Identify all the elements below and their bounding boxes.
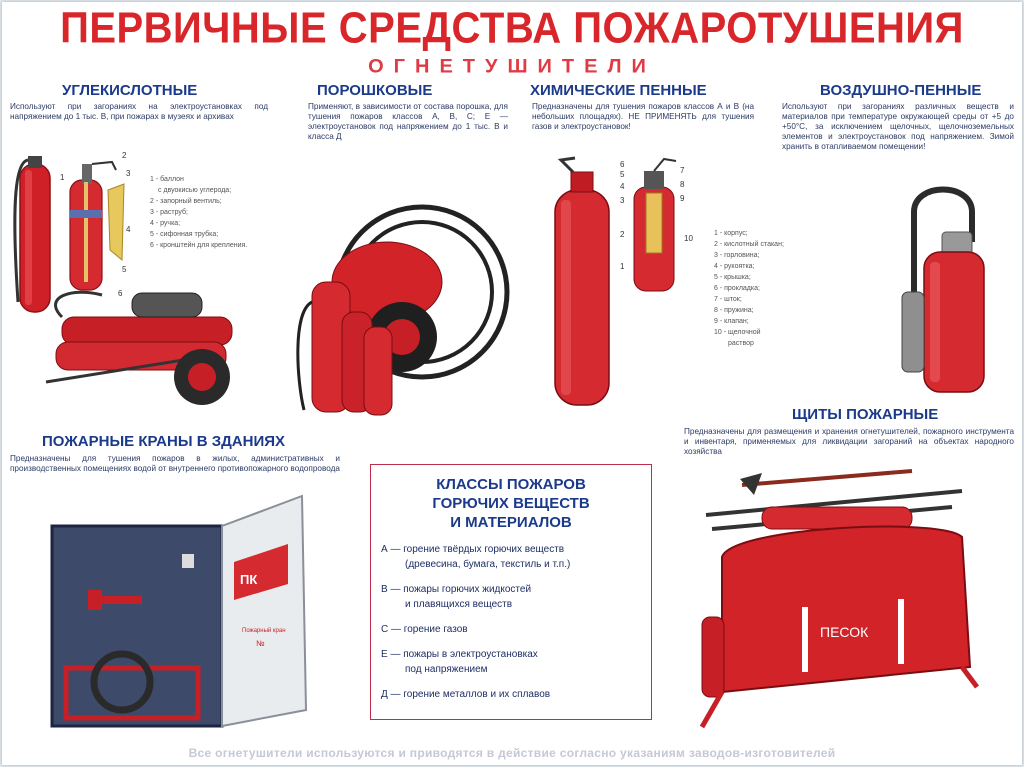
fire-classes-title-line: ГОРЮЧИХ ВЕЩЕСТВ (432, 495, 590, 512)
fire-class-c: С — горение газов (381, 624, 468, 635)
fire-class-a: А — горение твёрдых горючих веществ (древесина, бумага, текстиль и т.п.) (381, 544, 571, 570)
chem-legend-item: 6 - прокладка; (714, 285, 760, 292)
co2-cutaway-illustration (60, 150, 140, 300)
sand-label: ПЕСОК (820, 624, 869, 640)
poster-subtitle: ОГНЕТУШИТЕЛИ (368, 56, 656, 78)
chem-legend-item: 10 - щелочной (714, 329, 761, 336)
chem-callout-4: 4 (620, 182, 625, 191)
fire-classes-title-line: И МАТЕРИАЛОВ (450, 514, 572, 531)
chem-legend-item: 1 - корпус; (714, 230, 748, 237)
shields-description: Предназначены для размещения и хранения огнетушителей, пожарного инструмента и инвентаря, применяемых для ликвидации загораний на объектах народного хозяйства (684, 427, 1014, 456)
co2-legend-item: 2 - запорный вентиль; (150, 198, 222, 205)
chem-legend-item: 3 - горловина; (714, 252, 760, 259)
chem-legend-item: 9 - клапан; (714, 318, 749, 325)
fire-class-e: Е — пожары в электроустановках под напряжением (381, 649, 538, 675)
poster-title: ПЕРВИЧНЫЕ СРЕДСТВА ПОЖАРОТУШЕНИЯ (60, 3, 964, 53)
co2-legend-item: 6 - кронштейн для крепления. (150, 242, 248, 249)
chemical-foam-extinguisher-illustration (547, 162, 617, 412)
fire-hydrant-cabinet-illustration (52, 492, 312, 737)
chem-callout-9: 9 (680, 194, 685, 203)
chem-callout-8: 8 (680, 180, 685, 189)
fire-class-d: Д — горение металлов и их сплавов (381, 689, 551, 700)
co2-heading: УГЛЕКИСЛОТНЫЕ (62, 82, 198, 99)
co2-legend-item: 1 - баллон (150, 176, 184, 183)
cabinet-label: ПК (240, 572, 258, 587)
cabinet-door-number: № (256, 639, 265, 648)
co2-description: Используют при загораниях на электроустановках под напряжением до 1 тыс. В, при пожарах в музеях и архивах (10, 102, 268, 121)
chemical-foam-description: Предназначены для тушения пожаров классов А и В (на небольших площадях). НЕ ПРИМЕНЯТЬ для тушения газов и электроустановок! (532, 102, 754, 131)
co2-legend-item: с двуокисью углерода; (158, 187, 232, 194)
hydrants-heading: ПОЖАРНЫЕ КРАНЫ В ЗДАНИЯХ (42, 433, 286, 450)
fire-shield-illustration (692, 467, 992, 729)
chemical-foam-legend (714, 228, 784, 349)
co2-callout-3: 3 (126, 169, 131, 178)
chem-legend-item: 8 - пружина; (714, 307, 754, 314)
co2-legend-item: 4 - ручка; (150, 220, 181, 227)
co2-legend-item: 5 - сифонная трубка; (150, 231, 219, 238)
shields-heading: ЩИТЫ ПОЖАРНЫЕ (792, 406, 939, 423)
fire-class-b: В — пожары горючих жидкостей и плавящихся веществ (381, 584, 532, 610)
chemical-foam-cutaway-illustration (614, 157, 704, 297)
chem-callout-5: 5 (620, 170, 625, 179)
chem-legend-item: 2 - кислотный стакан; (714, 241, 784, 248)
chem-legend-item: 4 - рукоятка; (714, 263, 755, 270)
co2-callout-5: 5 (122, 265, 127, 274)
fire-classes-box (370, 464, 652, 720)
chem-callout-3: 3 (620, 196, 625, 205)
poster (2, 2, 1022, 765)
chem-callout-6: 6 (620, 160, 625, 169)
air-foam-extinguisher-illustration (892, 172, 1002, 402)
hydrants-description: Предназначены для тушения пожаров в жилых, административных и производственных помещениях водой от внутреннего противопожарного водопровода (10, 454, 340, 473)
chem-legend-item: 5 - крышка; (714, 274, 751, 281)
air-foam-heading: ВОЗДУШНО-ПЕННЫЕ (820, 82, 982, 99)
poster-footer: Все огнетушители используются и приводятся в действие согласно указаниям заводов-изготовителей (188, 746, 836, 760)
co2-callout-1: 1 (60, 173, 65, 182)
chem-callout-10: 10 (684, 234, 693, 243)
co2-legend-item: 3 - раструб; (150, 209, 188, 216)
chemical-foam-heading: ХИМИЧЕСКИЕ ПЕННЫЕ (530, 82, 707, 99)
powder-heading: ПОРОШКОВЫЕ (317, 82, 433, 99)
chem-legend-item: 7 - шток; (714, 296, 742, 303)
co2-callout-6: 6 (118, 289, 123, 298)
fire-classes-title (371, 475, 651, 532)
fire-classes-title-line: КЛАССЫ ПОЖАРОВ (436, 476, 586, 493)
cabinet-door-label: Пожарный кран (242, 628, 286, 634)
co2-callout-4: 4 (126, 225, 131, 234)
powder-extinguishers-illustration (292, 162, 522, 422)
chem-legend-item: раствор (728, 340, 754, 347)
co2-wheeled-extinguisher-illustration (42, 287, 252, 422)
powder-description: Применяют, в зависимости от состава порошка, для тушения пожаров классов А, В, С; Е — электроустановок под напряжением до 1 тыс. В и класса Д (308, 102, 508, 141)
co2-callout-2: 2 (122, 151, 127, 160)
co2-legend (150, 174, 247, 251)
chem-callout-7: 7 (680, 166, 685, 175)
chem-callout-1: 1 (620, 262, 625, 271)
chem-callout-2: 2 (620, 230, 625, 239)
air-foam-description: Используют при загораниях различных веществ и материалов при температуре окружающей среды от +5 до +50°С, за исключением щелочных, щелочноземельных элементов и электроустановок под напряжением. Зимой хранить в отапливаемом помещении! (782, 102, 1014, 151)
